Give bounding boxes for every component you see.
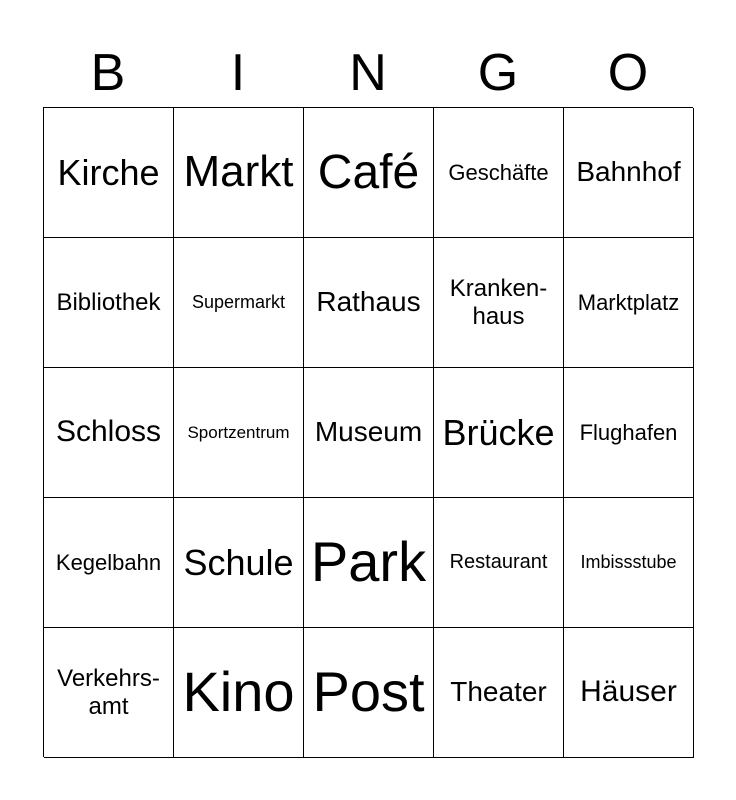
cell-label: Brücke [442, 411, 555, 453]
header-letter-i: I [230, 44, 246, 102]
header-letter-g: G [477, 44, 519, 102]
bingo-cell[interactable] [434, 238, 564, 368]
bingo-cell[interactable] [304, 368, 434, 498]
cell-label: Rathaus [316, 286, 421, 318]
cell-label: Schule [183, 541, 294, 583]
header-letter-b: B [90, 44, 126, 102]
cell-label: Sportzentrum [187, 422, 290, 442]
cell-label: Theater [450, 676, 547, 708]
bingo-cell[interactable] [304, 498, 434, 628]
bingo-cell[interactable] [44, 498, 174, 628]
bingo-cell[interactable] [44, 368, 174, 498]
cell-label: Markt [183, 147, 294, 197]
header-letter-o: O [607, 44, 649, 102]
cell-label: Verkehrs- amt [57, 664, 160, 720]
bingo-cell[interactable] [434, 108, 564, 238]
cell-label: Kirche [57, 151, 160, 193]
bingo-cell[interactable] [44, 108, 174, 238]
bingo-cell[interactable] [434, 368, 564, 498]
bingo-cell[interactable] [174, 108, 304, 238]
bingo-cell[interactable] [304, 238, 434, 368]
cell-label: Häuser [580, 675, 677, 709]
cell-label: Imbissstube [580, 552, 677, 573]
bingo-cell[interactable] [434, 498, 564, 628]
cell-label: Kegelbahn [55, 549, 162, 575]
bingo-header [43, 38, 693, 108]
cell-label: Marktplatz [577, 289, 680, 315]
bingo-cell[interactable] [44, 238, 174, 368]
cell-label: Schloss [55, 415, 162, 449]
bingo-cell[interactable] [564, 498, 694, 628]
cell-label: Geschäfte [448, 159, 549, 185]
cell-label: Bibliothek [56, 288, 161, 316]
bingo-cell[interactable] [174, 238, 304, 368]
cell-label: Bahnhof [576, 156, 681, 188]
bingo-cell[interactable] [174, 368, 304, 498]
cell-label: Café [317, 145, 420, 199]
bingo-board [43, 107, 693, 757]
cell-label: Kino [182, 660, 295, 724]
bingo-cell[interactable] [564, 368, 694, 498]
cell-label: Museum [314, 416, 423, 448]
bingo-cell[interactable] [564, 238, 694, 368]
cell-label: Supermarkt [191, 292, 286, 313]
cell-label: Flughafen [579, 419, 678, 445]
bingo-cell[interactable] [174, 498, 304, 628]
cell-label: Post [312, 660, 425, 724]
cell-label: Kranken- haus [449, 274, 548, 330]
cell-label: Restaurant [449, 551, 548, 573]
cell-label: Park [310, 530, 427, 594]
bingo-cell[interactable] [434, 628, 564, 758]
bingo-cell[interactable] [174, 628, 304, 758]
bingo-cell[interactable] [304, 108, 434, 238]
bingo-cell[interactable] [564, 108, 694, 238]
bingo-cell[interactable] [564, 628, 694, 758]
header-letter-n: N [349, 44, 387, 102]
bingo-cell[interactable] [44, 628, 174, 758]
bingo-cell[interactable] [304, 628, 434, 758]
